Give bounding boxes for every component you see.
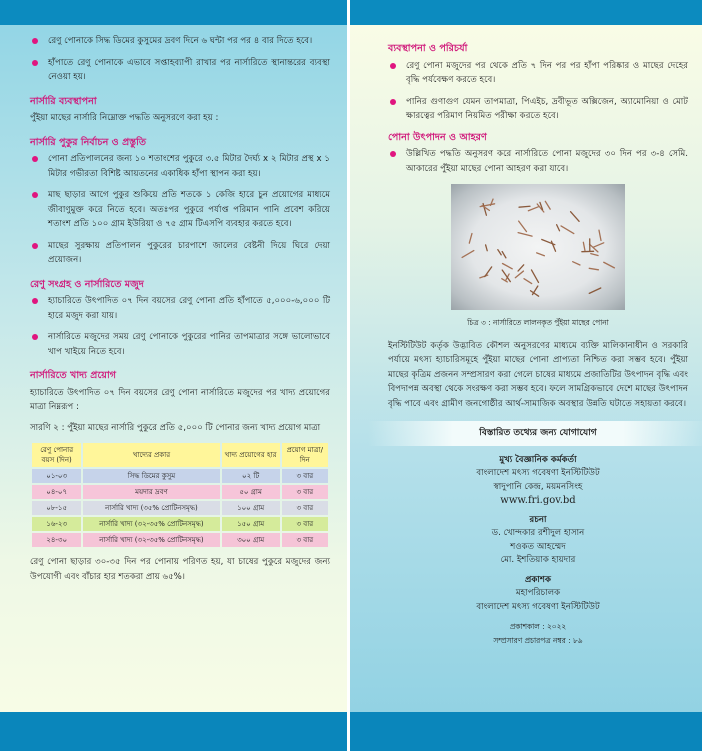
fish-mark (482, 206, 489, 211)
fish-mark (557, 225, 560, 231)
fish-mark (515, 271, 523, 278)
bullet-item: রেণু পোনা মজুদের পর থেকে প্রতি ৭ দিন পর পর হাঁপা পরিষ্কার ও মাছের দেহের বৃদ্ধি পর্যবেক্ষণ করতে হবে। (388, 59, 688, 88)
table-cell: ০৮-১৫ (32, 501, 81, 515)
bullet-icon (32, 156, 38, 162)
table-row (32, 517, 328, 531)
fish-mark (571, 212, 580, 222)
section-text: রেণু পোনা ছাড়ার ৩০-৩৫ দিন পর পোনায় পরিণত হয়, যা চাষের পুকুরে মজুদের জন্য উপযোগী এবং বাঁচার হার শতকরা প্রায় ৬৫%। (30, 557, 330, 582)
bullet-icon (32, 192, 38, 198)
fish-mark (583, 242, 585, 250)
table-cell: ২৪-৩০ (32, 533, 81, 547)
fish-mark (551, 241, 555, 251)
table-header: খাদ্যের প্রকার (83, 443, 219, 467)
fish-mark (589, 268, 598, 270)
fish-mark (542, 239, 555, 244)
fish-mark (561, 226, 574, 234)
table-cell: সিদ্ধ ডিমের কুসুম (83, 469, 219, 483)
table-cell: ৫০ গ্রাম (222, 485, 280, 499)
fish-mark (462, 251, 474, 258)
contact-heading: বিস্তারিত তথ্যের জন্য যোগাযোগ (368, 421, 702, 446)
fingerlings-photo (451, 184, 625, 310)
section-heading: পোনা উৎপাদন ও আহরণ (388, 131, 487, 143)
website-link[interactable]: www.fri.gov.bd (500, 495, 576, 506)
fish-mark (469, 234, 472, 244)
fish-mark (486, 245, 488, 251)
section-heading: নার্সারি ব্যবস্থাপনা (30, 95, 97, 107)
fish-mark (573, 262, 580, 265)
fish-mark (537, 253, 545, 256)
table-cell: ৩ বার (282, 501, 328, 515)
fish-mark (545, 201, 550, 209)
section-text: পুঁইয়া মাছের নার্সারি নিম্নোক্ত পদ্ধতি অনুসরণে করা হয় : (30, 113, 219, 123)
fish-mark (528, 207, 538, 211)
bullet-item: পোনা প্রতিপালনের জন্য ১০ শতাংশের পুকুরে ৩.৫ মিটার দৈর্ঘ্য x ২ মিটার প্রস্থ x ১ মিটার গভীরতা বিশিষ্ট আয়তনের একাধিক হাঁপা স্থাপন করা হয়। (30, 152, 330, 181)
bullet-item: পানির গুণাগুণ যেমন তাপমাত্রা, পিএইচ, দ্রবীভূত অক্সিজেন, অ্যামোনিয়া ও মোট ক্ষারত্বের পরিমাণ নিয়মিত পরীক্ষা করতে হবে। (388, 95, 688, 124)
bullet-item: হাঁপাতে রেণু পোনাকে এভাবে সপ্তাহব্যাপী রাখার পর নার্সারিতে স্থানান্তরের ব্যবস্থা নেওয়া হয়। (30, 56, 330, 85)
table-row (32, 533, 328, 547)
fish-mark (531, 270, 538, 283)
right-content (388, 34, 688, 647)
fish-mark (604, 262, 615, 268)
table-cell: ৩ বার (282, 485, 328, 499)
table-header: খাদ্য প্রয়োগের হার (222, 443, 280, 467)
table-cell: ০২ টি (222, 469, 280, 483)
table-cell: ৩০০ গ্রাম (222, 533, 280, 547)
table-row (32, 485, 328, 499)
table-cell: ৩ বার (282, 469, 328, 483)
table-cell: ৩ বার (282, 517, 328, 531)
section-text: হ্যাচারিতে উৎপাদিত ০৭ দিন বয়সের রেণু পোনা নার্সারিতে মজুদের পর খাদ্য প্রয়োগের মাত্রা নিম্নরূপ : (30, 387, 330, 412)
bullet-icon (32, 38, 38, 44)
table-cell: ময়দার দ্রবণ (83, 485, 219, 499)
feeding-table (30, 441, 330, 549)
bullet-item: নার্সারিতে মজুদের সময় রেণু পোনাকে পুকুরের পানির তাপমাত্রার সঙ্গে ভালোভাবে খাপ খাইয়ে নিতে হবে। (30, 330, 330, 359)
table-row (32, 469, 328, 483)
fish-mark (599, 230, 601, 240)
fish-mark (593, 243, 603, 247)
bullet-icon (32, 334, 38, 340)
fish-mark (524, 279, 532, 284)
fish-mark (519, 206, 530, 207)
bullet-icon (32, 298, 38, 304)
table-row (32, 501, 328, 515)
top-band (0, 0, 347, 25)
table-cell: ১৬-২৩ (32, 517, 81, 531)
contact-block: মুখ্য বৈজ্ঞানিক কর্মকর্তা বাংলাদেশ মৎস্য গবেষণা ইনস্টিটিউট স্বাদুপানি কেন্দ্র, ময়মনসিংহ www.fri.gov.bd রচনা ড. খোন্দকার রশীদুল হাসান শওকত আহম্মেদ মো. ইশতিয়াক হায়দার প্রকাশক মহাপরিচালক বাংলাদেশ মৎস্য গবেষণা ইনস্টিটিউট প্রকাশকাল : ২০২২ সম্প্রসারণ প্রচারপত্র নম্বর : ৮৯ (388, 454, 688, 648)
fish-mark (518, 233, 532, 237)
section-heading: ব্যবস্থাপনা ও পরিচর্যা (388, 43, 468, 54)
fish-mark (518, 265, 524, 271)
fish-mark (519, 221, 527, 232)
table-header: প্রয়োগ মাত্রা/দিন (282, 443, 328, 467)
bullet-icon (390, 151, 396, 157)
bullet-item: মাছের সুরক্ষায় প্রতিপালন পুকুরের চারপাশে জালের বেষ্টনী দিয়ে ঘিরে দেয়া প্রয়োজন। (30, 239, 330, 268)
table-cell: নার্সারি খাদ্য (৩২-৩৫% প্রোটিনসমৃদ্ধ) (83, 517, 219, 531)
bullet-item: রেণু পোনাকে সিদ্ধ ডিমের কুসুমের দ্রবণ দিনে ৬ ঘন্টা পর পর ৪ বার দিতে হবে। (30, 34, 330, 49)
table-cell: নার্সারি খাদ্য (৩৫% প্রোটিনসমৃদ্ধ) (83, 501, 219, 515)
bullet-icon (390, 99, 396, 105)
table-header: রেণু পোনার বয়স (দিন) (32, 443, 81, 467)
left-panel (0, 0, 347, 751)
table-cell: ১৫০ গ্রাম (222, 517, 280, 531)
table-cell: ০১-০৩ (32, 469, 81, 483)
bullet-item: হ্যাচারিতে উৎপাদিত ০৭ দিন বয়সের রেণু পোনা প্রতি হাঁপাতে ৫,০০০-৬,০০০ টি হারে মজুদ করা যায়। (30, 294, 330, 323)
fish-mark (480, 275, 488, 278)
fish-mark (591, 254, 598, 256)
bullet-item: উল্লিখিত পদ্ধতি অনুসরণ করে নার্সারিতে পোনা মজুদের ৩০ দিন পর ৩-৪ সেমি. আকারের পুঁইয়া মাছের পোনা আহরণ করা যাবে। (388, 147, 688, 176)
bottom-band (350, 712, 702, 751)
bottom-band (0, 712, 347, 751)
table-cell: নার্সারি খাদ্য (৩২-৩৫% প্রোটিনসমৃদ্ধ) (83, 533, 219, 547)
table-cell: ১০০ গ্রাম (222, 501, 280, 515)
section-heading: রেণু সংগ্রহ ও নার্সারিতে মজুদ (30, 278, 144, 290)
bullet-icon (32, 243, 38, 249)
table-cell: ৩ বার (282, 533, 328, 547)
bullet-icon (390, 63, 396, 69)
summary-text: ইনস্টিটিউট কর্তৃক উদ্ভাবিত কৌশল অনুসরণের মাধ্যমে ব্যক্তি মালিকানাধীন ও সরকারি পর্যায়ে মৎস্য হ্যাচারিসমূহে পুঁইয়া মাছের পোনা প্রাপ্যতা নিশ্চিত করা সম্ভব হবে। পুঁইয়া মাছের কৃত্রিম প্রজনন সম্প্রসারণ করা গেলে চাষের মাধ্যমে প্রজাতিটির উৎপাদন বৃদ্ধি এবং বিপদাপন্ন অবস্থা থেকে সংরক্ষণ করা সম্ভব হবে। ফলে সামগ্রিকভাবে দেশে মাছের উৎপাদন বৃদ্ধি পাবে এবং গ্রামীণ জনগোষ্ঠীর আর্থ-সামাজিক অবস্থার উন্নতি ঘটাতে সহায়তা করবে। (388, 340, 688, 409)
top-band (350, 0, 702, 25)
bullet-icon (32, 60, 38, 66)
table-caption: সারণি ২ : পুঁইয়া মাছের নার্সারি পুকুরে প্রতি ৫,০০০ টি পোনার জন্য খাদ্য প্রয়োগ মাত্রা (30, 422, 321, 433)
fish-mark (502, 252, 506, 258)
table-cell: ০৪-০৭ (32, 485, 81, 499)
fish-mark (498, 250, 501, 255)
section-heading: নার্সারিতে খাদ্য প্রয়োগ (30, 370, 117, 381)
fish-mark (589, 288, 601, 293)
bullet-item: মাছ ছাড়ার আগে পুকুর শুকিয়ে প্রতি শতকে ১ কেজি হারে চুন প্রয়োগের মাধ্যমে জীবাণুমুক্ত করে নিতে হবে। অতঃপর পুকুরে পর্যাপ্ত পরিমান পানি প্রবেশ করিয়ে শতাংশ প্রতি ১০০ গ্রাম ইউরিয়া ও ৭৫ গ্রাম টিএসপি ব্যবহার করতে হবে। (30, 188, 330, 232)
section-heading: নার্সারি পুকুর নির্বাচন ও প্রস্তুতি (30, 136, 147, 148)
fish-mark (503, 264, 513, 269)
figure-caption: চিত্র ৩ : নার্সারিতে লালনকৃত পুঁইয়া মাছের পোনা (467, 318, 609, 327)
